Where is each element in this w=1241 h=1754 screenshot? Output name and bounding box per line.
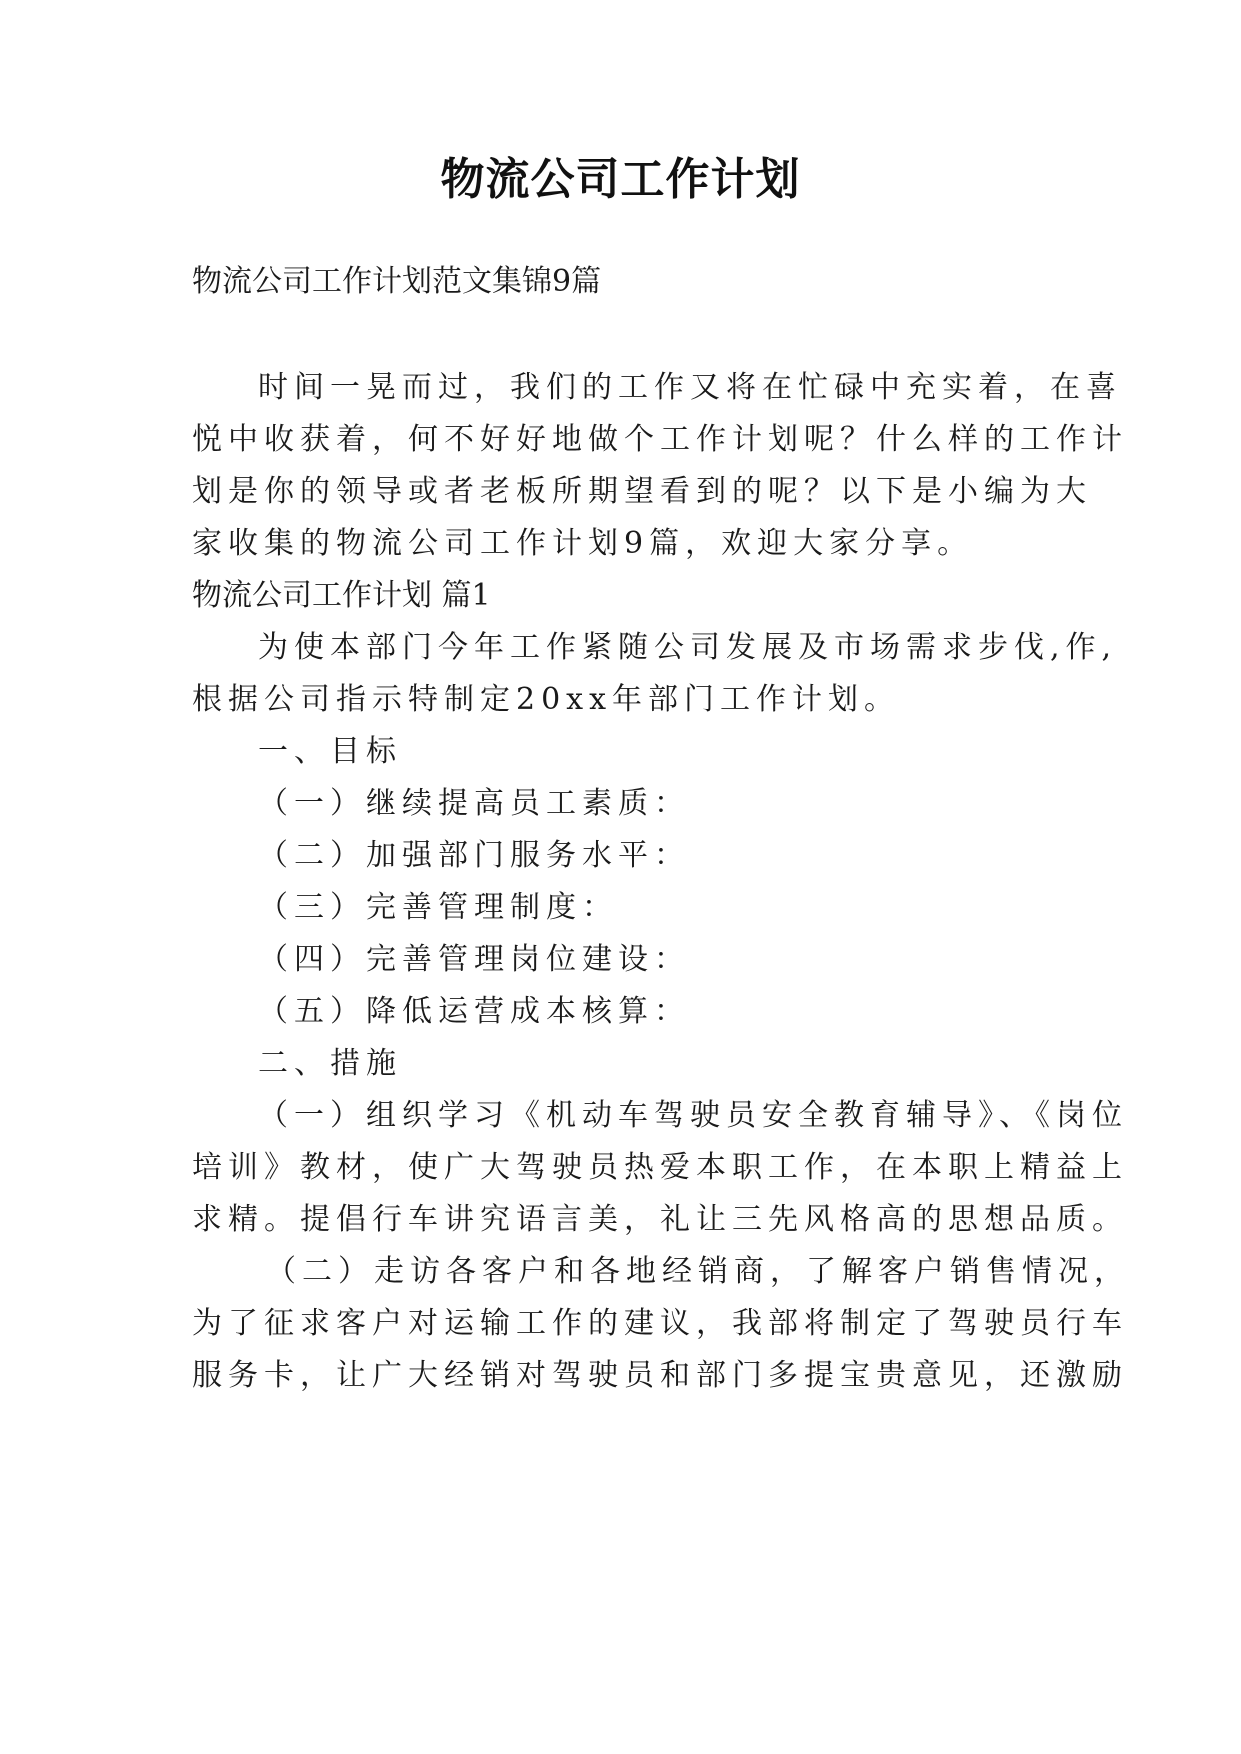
measures-heading: 二、措施 xyxy=(258,1046,402,1081)
measure-2-line-3: 服务卡，让广大经销对驾驶员和部门多提宝贵意见，还激励 xyxy=(192,1358,1128,1393)
goal-item-1: （一）继续提高员工素质： xyxy=(258,786,690,821)
section-heading: 物流公司工作计划 篇1 xyxy=(192,578,491,613)
measure-1-line-3: 求精。提倡行车讲究语言美，礼让三先风格高的思想品质。 xyxy=(192,1202,1128,1237)
measure-2-line-1: （二）走访各客户和各地经销商，了解客户销售情况， xyxy=(266,1254,1130,1289)
measure-1-line-1: （一）组织学习《机动车驾驶员安全教育辅导》、《岗位 xyxy=(258,1098,1128,1133)
intro-line-2: 悦中收获着，何不好好地做个工作计划呢？什么样的工作计 xyxy=(192,422,1128,457)
goals-heading: 一、目标 xyxy=(258,734,402,769)
measure-1-line-2: 培训》教材，使广大驾驶员热爱本职工作，在本职上精益上 xyxy=(192,1150,1128,1185)
section-intro-line-1: 为使本部门今年工作紧随公司发展及市场需求步伐,作, xyxy=(258,630,1118,665)
goal-item-3: （三）完善管理制度： xyxy=(258,890,618,925)
document-title: 物流公司工作计划 xyxy=(440,154,801,205)
document-subtitle: 物流公司工作计划范文集锦9篇 xyxy=(192,264,602,299)
goal-item-5: （五）降低运营成本核算： xyxy=(258,994,690,1029)
intro-line-1: 时间一晃而过，我们的工作又将在忙碌中充实着，在喜 xyxy=(258,370,1122,405)
section-intro-line-2: 根据公司指示特制定20xx年部门工作计划。 xyxy=(192,682,901,717)
measure-2-line-2: 为了征求客户对运输工作的建议，我部将制定了驾驶员行车 xyxy=(192,1306,1128,1341)
intro-line-3: 划是你的领导或者老板所期望看到的呢？以下是小编为大 xyxy=(192,474,1092,509)
intro-line-4: 家收集的物流公司工作计划9篇，欢迎大家分享。 xyxy=(192,526,974,561)
goal-item-2: （二）加强部门服务水平： xyxy=(258,838,690,873)
goal-item-4: （四）完善管理岗位建设： xyxy=(258,942,690,977)
